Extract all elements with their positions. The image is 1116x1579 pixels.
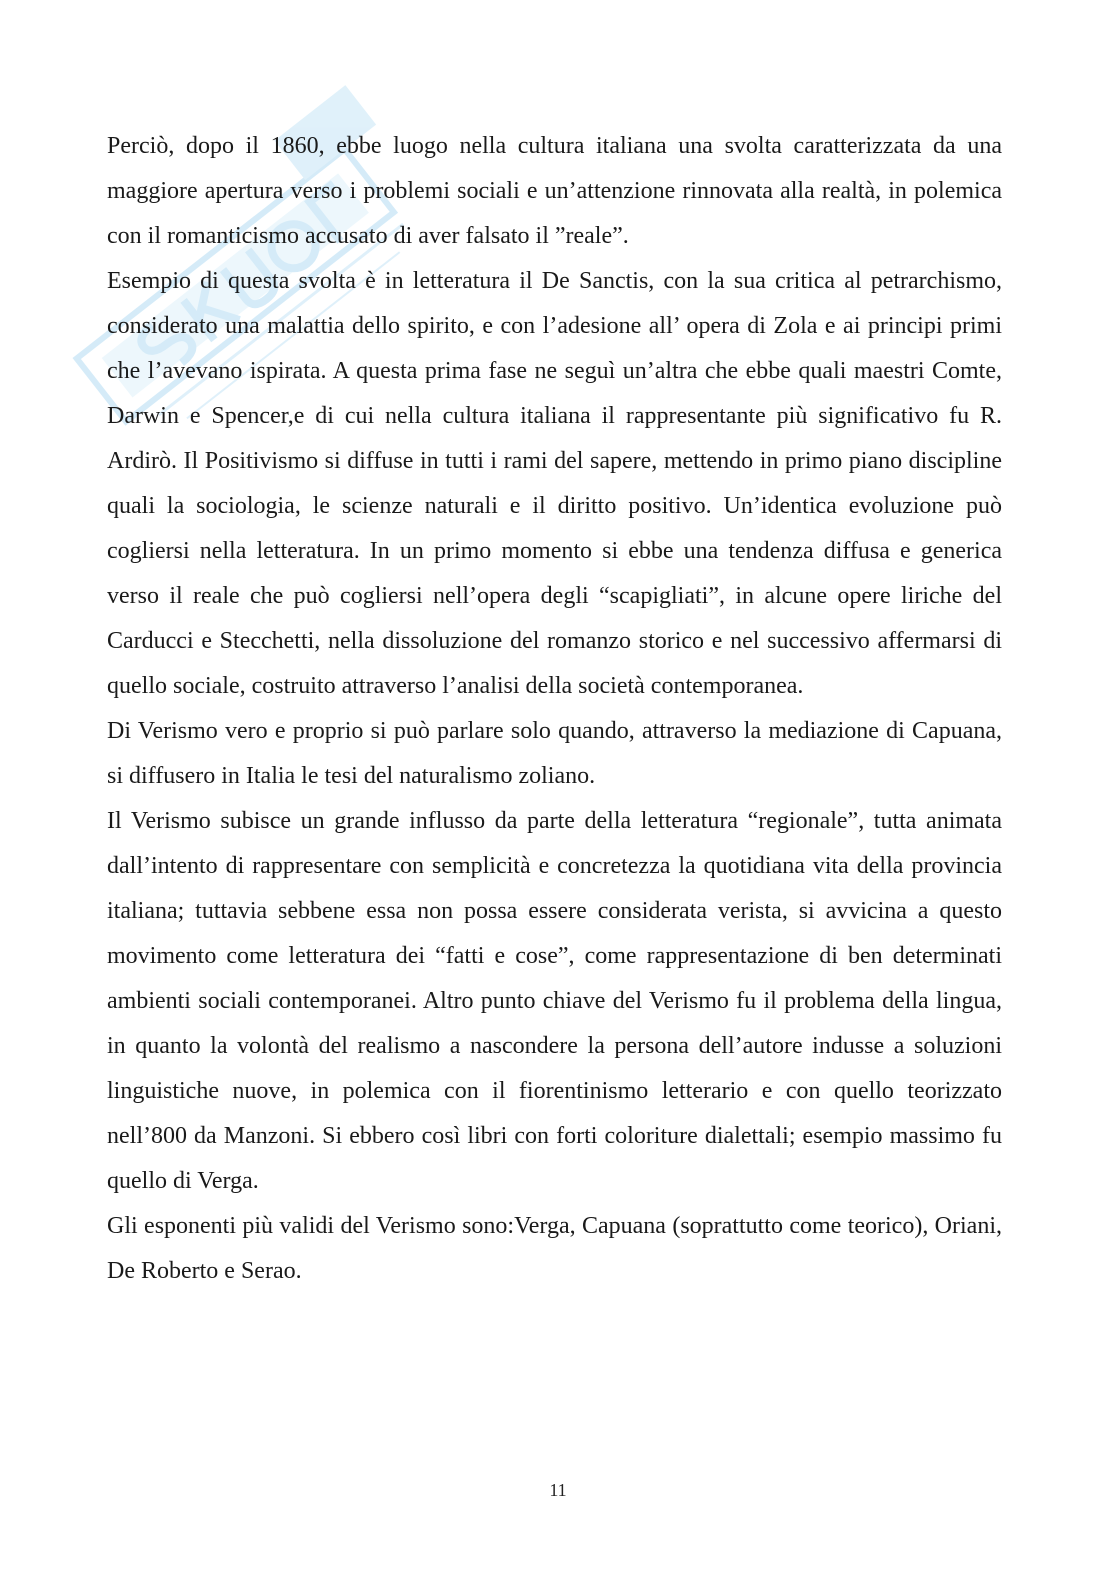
- body-text: [107, 124, 1002, 1294]
- paragraph: Esempio di questa svolta è in letteratura il De Sanctis, con la sua critica al petrarchismo, considerato una malattia dello spirito, e con l’adesione all’ opera di Zola e ai principi primi che l’avevano ispirata. A questa prima fase ne seguì un’altra che ebbe quali maestri Comte, Darwin e Spencer,e di cui nella cultura italiana il rappresentante più significativo fu R. Ardirò. Il Positivismo si diffuse in tutti i rami del sapere, mettendo in primo piano discipline quali la sociologia, le scienze naturali e il diritto positivo. Un’identica evoluzione può cogliersi nella letteratura. In un primo momento si ebbe una tendenza diffusa e generica verso il reale che può cogliersi nell’opera degli “scapigliati”, in alcune opere liriche del Carducci e Stecchetti, nella dissoluzione del romanzo storico e nel successivo affermarsi di quello sociale, costruito attraverso l’analisi della società contemporanea.: [107, 268, 1002, 699]
- page-number: 11: [549, 1480, 567, 1500]
- paragraph: Perciò, dopo il 1860, ebbe luogo nella cultura italiana una svolta caratterizzata da una maggiore apertura verso i problemi sociali e un’attenzione rinnovata alla realtà, in polemica con il romanticismo accusato di aver falsato il ”reale”.: [107, 133, 1002, 249]
- paragraph: Di Verismo vero e proprio si può parlare solo quando, attraverso la mediazione di Capuana, si diffusero in Italia le tesi del naturalismo zoliano.: [107, 718, 1002, 789]
- paragraph: Il Verismo subisce un grande influsso da parte della letteratura “regionale”, tutta animata dall’intento di rappresentare con semplicità e concretezza la quotidiana vita della provincia italiana; tuttavia sebbene essa non possa essere considerata verista, si avvicina a questo movimento come letteratura dei “fatti e cose”, come rappresentazione di ben determinati ambienti sociali contemporanei. Altro punto chiave del Verismo fu il problema della lingua, in quanto la volontà del realismo a nascondere la persona dell’autore indusse a soluzioni linguistiche nuove, in polemica con il fiorentinismo letterario e con quello teorizzato nell’800 da Manzoni. Si ebbero così libri con forti coloriture dialettali; esempio massimo fu quello di Verga.: [107, 808, 1002, 1194]
- paragraph: Gli esponenti più validi del Verismo sono:Verga, Capuana (soprattutto come teorico), Oriani, De Roberto e Serao.: [107, 1213, 1002, 1284]
